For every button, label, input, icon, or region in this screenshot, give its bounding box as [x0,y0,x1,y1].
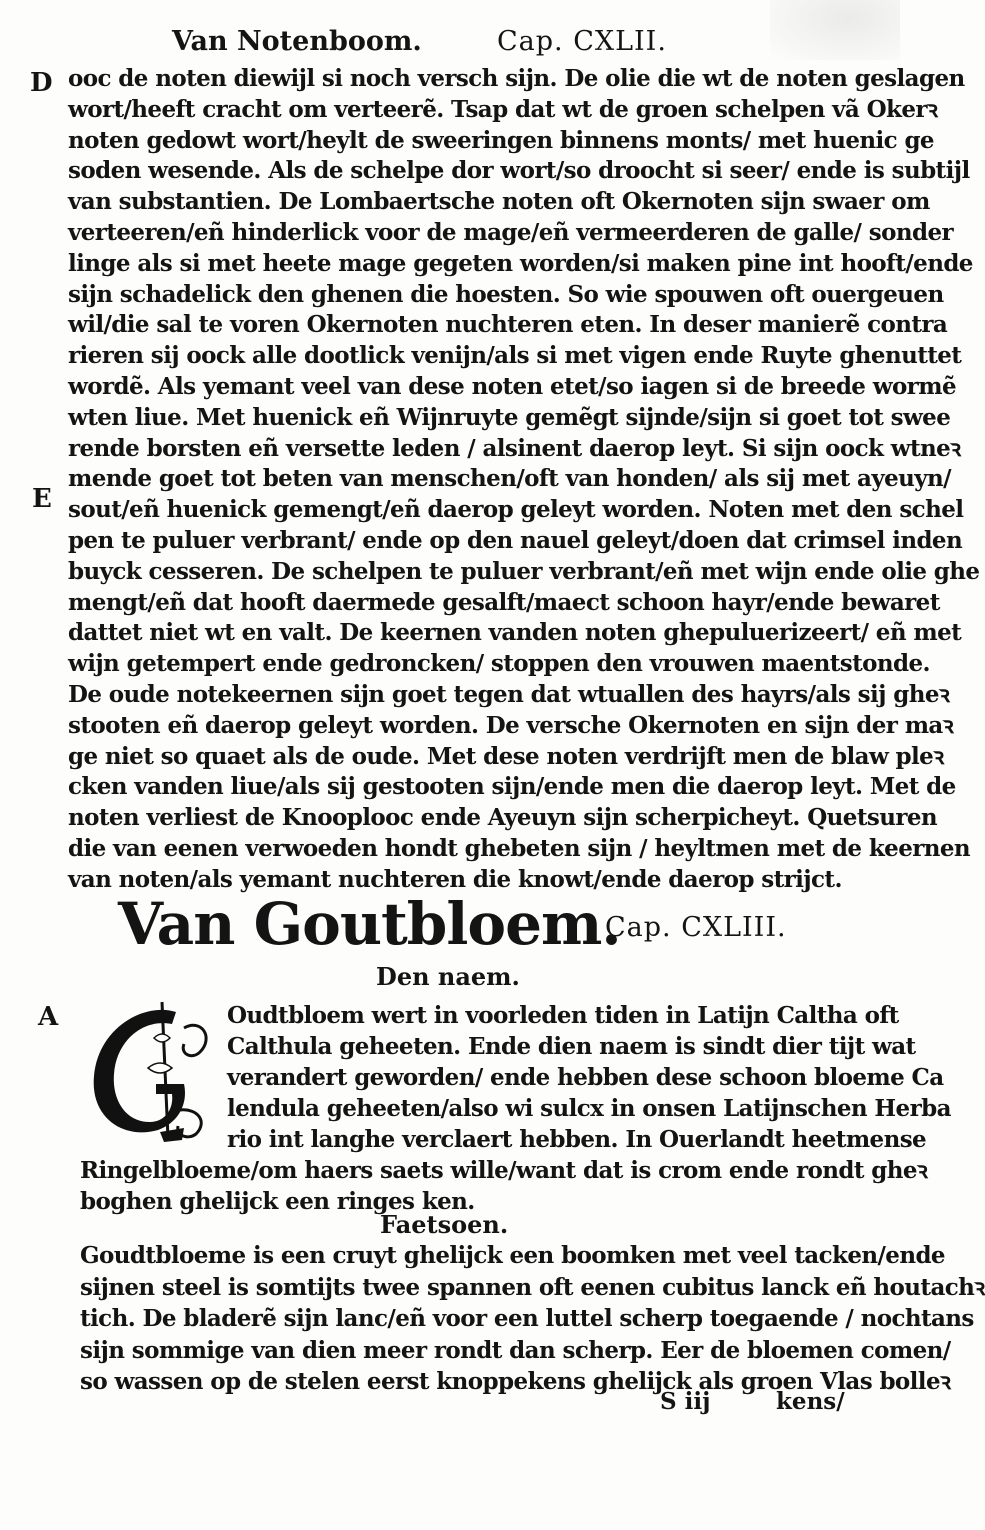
form-text-block [80,1240,985,1398]
name-text-full [80,1155,928,1217]
chapter-number-2: Cap. CXLIII. [605,912,787,943]
chapter-title: Van Goutbloem. [118,890,621,958]
text-line: rio int langhe verclaert hebben. In Ouerlandt heetmense [227,1126,927,1153]
margin-letter-d: D [30,68,53,98]
text-line: Calthula geheeten. Ende dien naem is sindt dier tijt wat [227,1033,916,1060]
text-line: wil/die sal te voren Okernoten nuchteren eten. In deser manierẽ contra [68,311,948,339]
decorated-initial-g-icon [84,998,216,1144]
text-line: rieren sij oock alle dootlick venijn/als si met vigen ende Ruyte ghenuttet [68,342,962,370]
text-line: die van eenen verwoeden hondt ghebeten sijn / heyltmen met de keernen [68,834,971,862]
text-line: sijn sommige van dien meer rondt dan scherp. Eer de bloemen comen/ [80,1336,951,1364]
text-line: boghen ghelijck een ringes ken. [80,1188,475,1215]
subheading-name: Den naem. [376,962,520,991]
text-line: Goudtbloeme is een cruyt ghelijck een boomken met veel tacken/ende [80,1242,945,1269]
text-line: noten verliest de Knooplooc ende Ayeuyn sijn scherpicheyt. Quetsuren [68,804,937,832]
text-line: rende borsten eñ versette leden / alsinent daerop leyt. Si sijn oock wtneꝛ [68,434,961,462]
text-line: ooc de noten diewijl si noch versch sijn. De olie die wt de noten geslagen [68,65,965,92]
text-line: sijn schadelick den ghenen die hoesten. So wie spouwen oft ouergeuen [68,280,944,308]
text-line: linge als si met heete mage gegeten worden/si maken pine int hooft/ende [68,249,973,277]
text-line: De oude notekeernen sijn goet tegen dat wtuallen des hayrs/als sij gheꝛ [68,680,950,708]
text-line: sijnen steel is somtijts twee spannen oft eenen cubitus lanck eñ houtachꝛ [80,1273,985,1301]
text-line: tich. De bladerẽ sijn lanc/eñ voor een luttel scherp toegaende / nochtans [80,1305,974,1332]
text-line: mengt/eñ dat hooft daermede gesalft/maect schoon hayr/ende bewaret [68,588,940,616]
text-line: cken vanden liue/als sij gestooten sijn/ende men die daerop leyt. Met de [68,773,956,801]
text-line: stooten eñ daerop geleyt worden. De versche Okernoten en sijn der maꝛ [68,711,954,739]
text-line: verandert geworden/ ende hebben dese schoon bloeme Ca [227,1064,944,1091]
running-header [0,18,900,58]
text-line: van substantien. De Lombaertsche noten oft Okernoten sijn swaer om [68,188,930,216]
text-line: pen te puluer verbrant/ ende op den nauel geleyt/doen dat crimsel inden [68,526,963,554]
subheading-form: Faetsoen. [380,1210,509,1239]
text-line: lendula geheeten/also wi sulcx in onsen Latijnschen Herba [227,1095,951,1122]
text-line: sout/eñ huenick gemengt/eñ daerop geleyt worden. Noten met den schel [68,496,964,524]
text-line: Oudtbloem wert in voorleden tiden in Latijn Caltha oft [227,1002,899,1029]
margin-letter-a: A [38,1002,59,1032]
running-title: Van Notenboom. [172,26,422,57]
text-line: wort/heeft cracht om verteerẽ. Tsap dat wt de groen schelpen vã Okerꝛ [68,95,938,123]
decorated-initial [84,998,216,1144]
catchword: kens/ [776,1388,845,1415]
margin-letter-e: E [32,484,52,514]
text-line: verteeren/eñ hinderlick voor de mage/eñ vermeerderen de galle/ sonder [68,218,953,246]
name-text-indented [227,1000,951,1155]
text-line: soden wesende. Als de schelpe dor wort/so droocht si seer/ ende is subtijl [68,157,970,185]
text-line: noten gedowt wort/heylt de sweeringen binnens monts/ met huenic ge [68,126,934,154]
text-line: mende goet tot beten van menschen/oft van honden/ als sij met ayeuyn/ [68,465,951,493]
text-line: wten liue. Met huenick eñ Wijnruyte gemẽgt sijnde/sijn si goet tot swee [68,403,951,431]
walnut-text-block [68,64,980,896]
text-line: van noten/als yemant nuchteren die knowt/ende daerop strijct. [68,865,842,893]
text-line: so wassen op de stelen eerst knoppekens ghelijck als groen Vlas bolleꝛ [80,1368,951,1395]
text-line: dattet niet wt en valt. De keernen vanden noten ghepuluerizeert/ eñ met [68,619,962,647]
text-line: wijn getempert ende gedroncken/ stoppen den vrouwen maentstonde. [68,650,930,678]
text-line: wordẽ. Als yemant veel van dese noten etet/so iagen si de breede wormẽ [68,372,956,400]
text-line: Ringelbloeme/om haers saets wille/want dat is crom ende rondt gheꝛ [80,1157,928,1184]
text-line: ge niet so quaet als de oude. Met dese noten verdrijft men de blaw pleꝛ [68,742,944,770]
chapter-number: Cap. CXLII. [497,26,667,57]
signature-mark: S iij [660,1388,711,1415]
text-line: buyck cesseren. De schelpen te puluer verbrant/eñ met wijn ende olie ghe [68,557,980,585]
